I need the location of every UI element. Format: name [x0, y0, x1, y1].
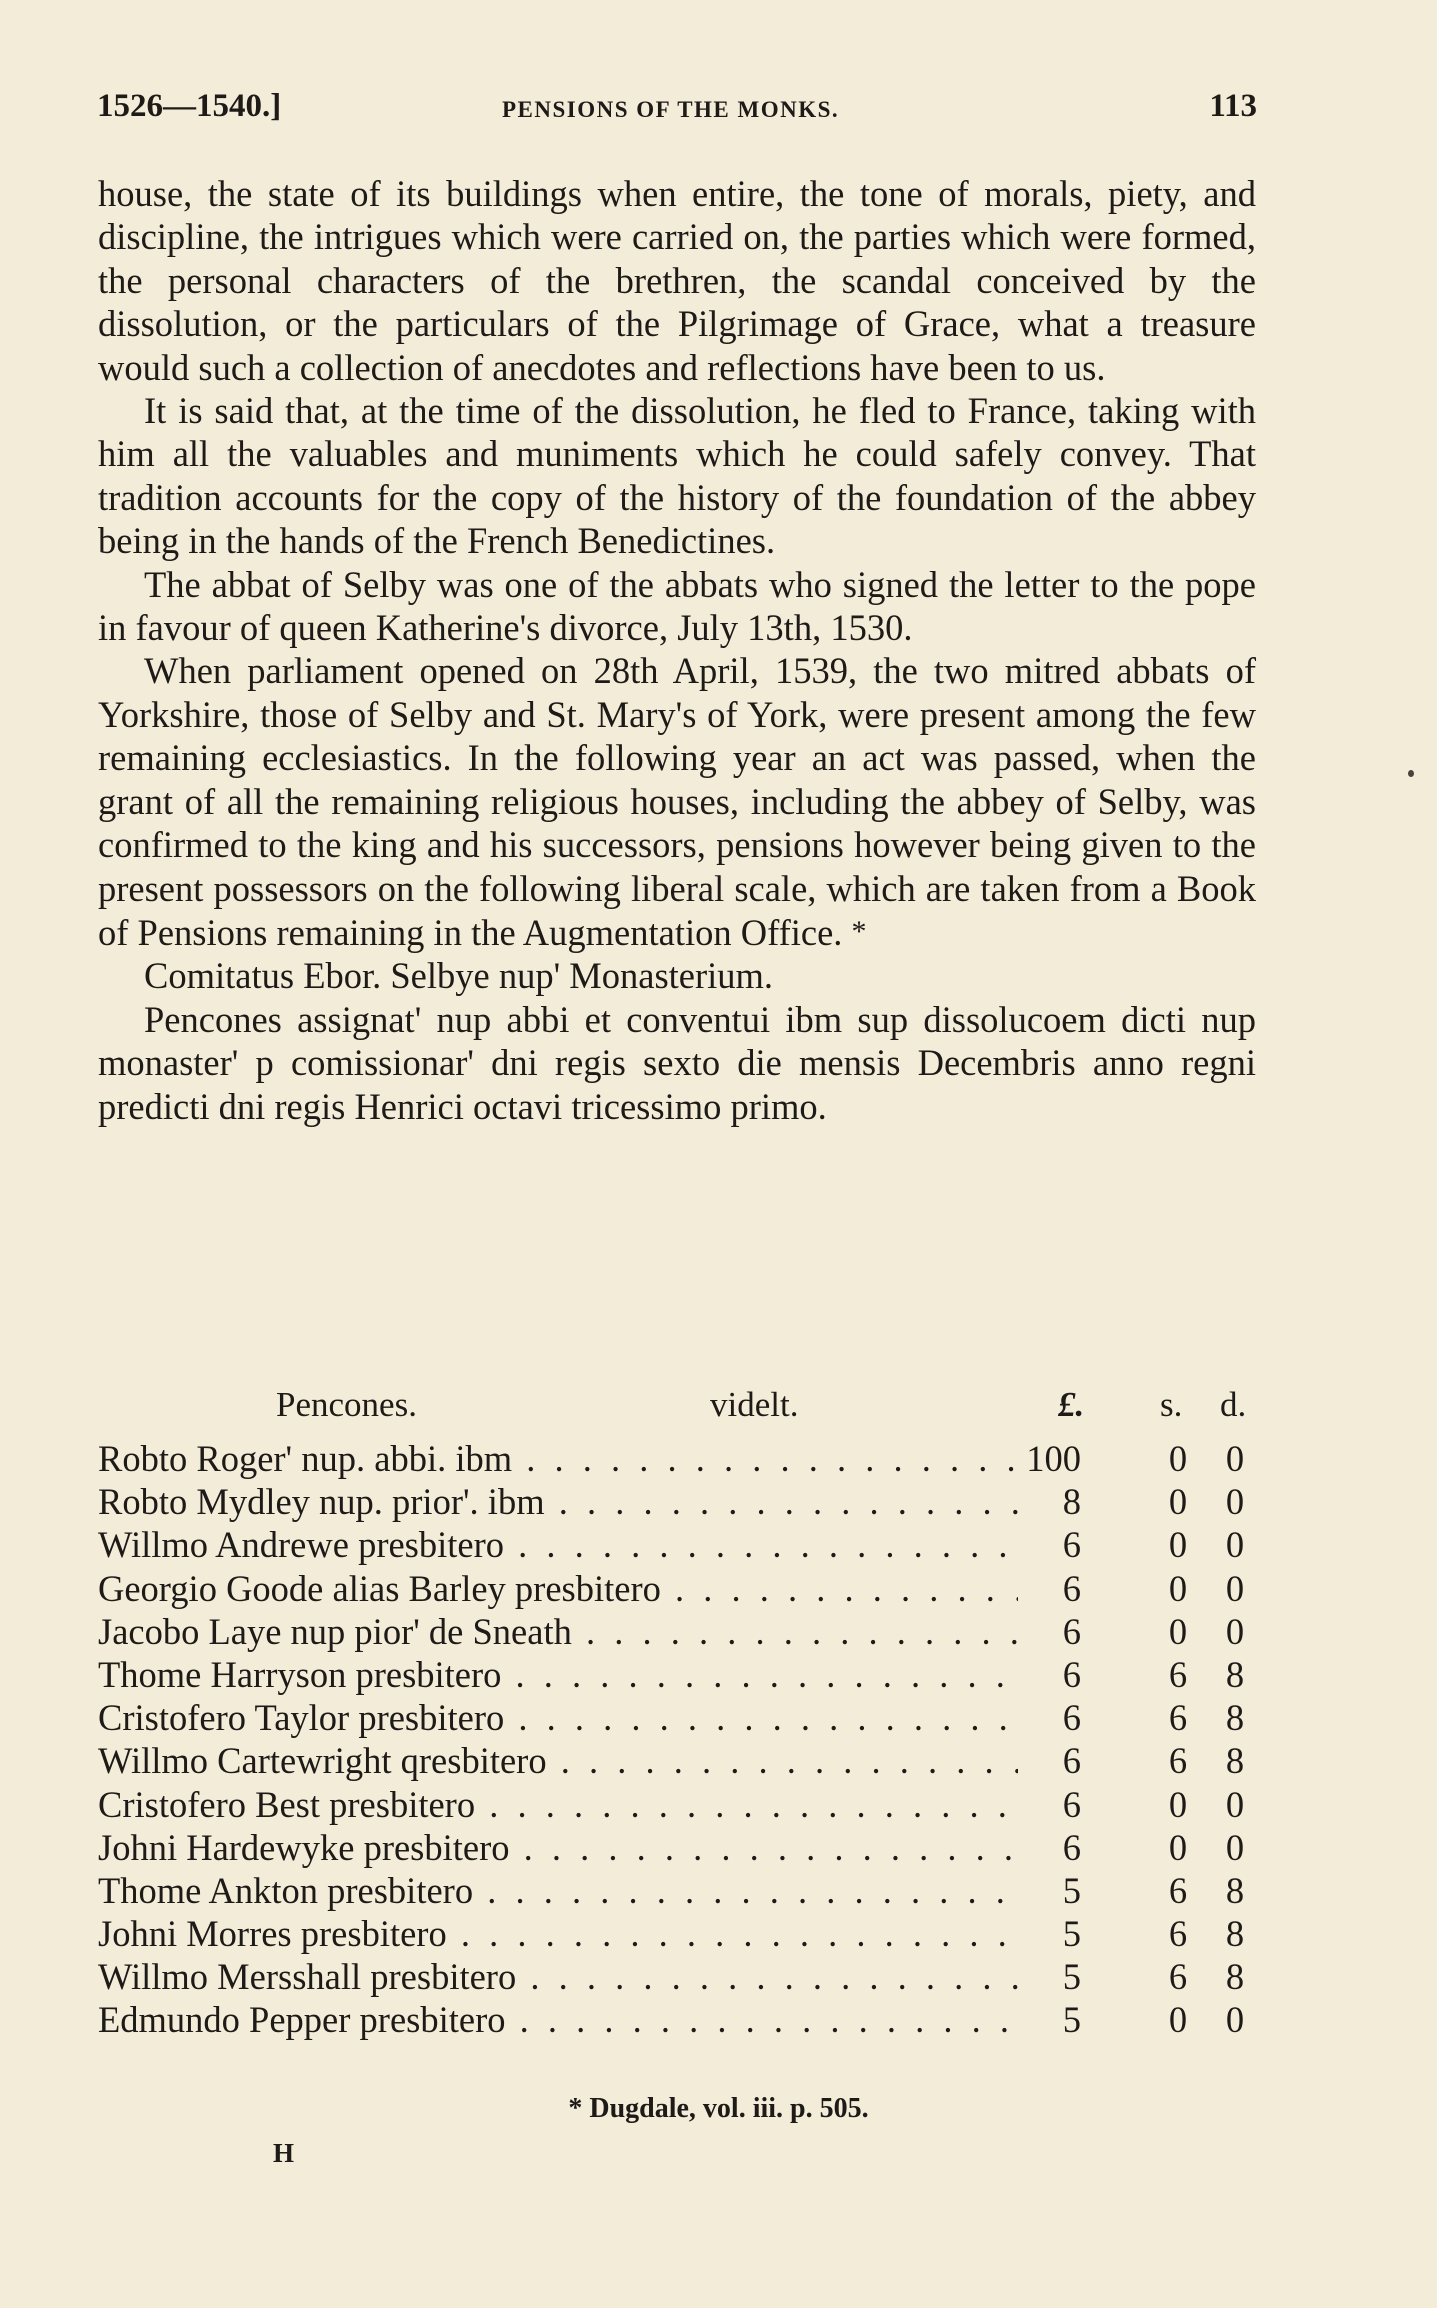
pension-row: [98, 1480, 1258, 1523]
pence-value: 8: [1225, 1913, 1245, 1955]
pounds-value: 6: [1062, 1783, 1081, 1825]
pensioner-name: Thome Ankton presbitero . . .: [98, 1869, 1018, 1912]
shillings-value: 6: [1168, 1697, 1188, 1739]
header-pounds: £.: [1058, 1385, 1085, 1424]
shillings-value: 0: [1168, 1438, 1188, 1479]
pounds-value: 5: [1062, 1956, 1081, 1998]
pension-row: [98, 1869, 1258, 1912]
pension-row: [98, 1783, 1258, 1826]
shillings-value: 0: [1168, 1783, 1188, 1825]
header-videlt: videlt.: [710, 1385, 799, 1424]
pounds-value: 6: [1062, 1740, 1081, 1782]
parliament-text: When parliament opened on 28th April, 1539, the two mitred abbats of Yorkshire, those of Selby and St. Mary's of York, were present among the few remaining ecclesiastics. In the following year an act was passed, when the grant of all the remaining religious houses, including the abbey of Selby, was confirmed to the king and his successors, pensions however being given to the present possessors on the following liberal scale, which are taken from a Book of Pensions remaining in the Augmentation Office.: [98, 650, 1256, 953]
running-head: [97, 88, 1257, 138]
pounds-value: 5: [1062, 1869, 1081, 1911]
pounds-value: 6: [1062, 1524, 1081, 1566]
header-pence: d.: [1220, 1385, 1247, 1424]
pensioner-name: Willmo Cartewright qresbitero . . .: [98, 1739, 1018, 1782]
pounds-value: 6: [1062, 1826, 1081, 1868]
shillings-value: 0: [1168, 1826, 1188, 1868]
shillings-value: 6: [1168, 1740, 1188, 1782]
shillings-value: 6: [1168, 1913, 1188, 1955]
pence-value: 8: [1225, 1956, 1245, 1998]
chapter-title: PENSIONS OF THE MONKS.: [502, 97, 840, 122]
pence-value: 8: [1225, 1697, 1245, 1739]
pounds-value: 5: [1062, 1999, 1081, 2041]
paragraph-flight-to-france: It is said that, at the time of the dissolution, he fled to France, taking with him all the valuables and muniments which he could safely convey. That tradition accounts for the copy of the history of the foundation of the abbey being in the hands of the French Benedictines.: [98, 390, 1256, 562]
body-text: [98, 172, 1256, 1128]
header-shillings: s.: [1160, 1385, 1183, 1424]
pension-row: [98, 1523, 1258, 1566]
paragraph-parliament: [98, 649, 1256, 954]
pension-row: [98, 1653, 1258, 1696]
header-pencones: Pencones.: [276, 1385, 417, 1424]
pence-value: 0: [1225, 1438, 1245, 1479]
shillings-value: 0: [1168, 1567, 1188, 1609]
shillings-value: 6: [1168, 1956, 1188, 1998]
shillings-value: 0: [1168, 1610, 1188, 1652]
shillings-value: 0: [1168, 1524, 1188, 1566]
pensioner-name: Cristofero Taylor presbitero . . .: [98, 1696, 1018, 1739]
pounds-value: 5: [1062, 1913, 1081, 1955]
pensioner-name: Johni Hardewyke presbitero . . .: [98, 1826, 1018, 1869]
pounds-value: 6: [1062, 1567, 1081, 1609]
pension-row: [98, 1826, 1258, 1869]
pension-row: [98, 1610, 1258, 1653]
paragraph-continuation: house, the state of its buildings when entire, the tone of morals, piety, and discipline, the intrigues which were carried on, the parties which were formed, the personal characters of the brethren, the scandal conceived by the dissolution, or the particulars of the Pilgrimage of Grace, what a treasure would such a collection of anecdotes and reflections have been to us.: [98, 173, 1256, 388]
pence-value: 8: [1225, 1869, 1245, 1911]
pounds-value: 8: [1062, 1481, 1081, 1523]
shillings-value: 6: [1168, 1653, 1188, 1695]
pensioner-name: Johni Morres presbitero . . .: [98, 1912, 1018, 1955]
signature-mark: H: [273, 2138, 295, 2168]
pensioner-name: Robto Roger' nup. abbi. ibm . . .: [98, 1437, 1018, 1480]
paragraph-letter-to-pope: The abbat of Selby was one of the abbats who signed the letter to the pope in favour of queen Katherine's divorce, July 13th, 1530.: [98, 563, 1256, 649]
pounds-value: 100: [1026, 1438, 1081, 1479]
pence-value: 0: [1225, 1481, 1245, 1523]
pensioner-name: Edmundo Pepper presbitero . . .: [98, 1998, 1018, 2041]
page-number: 113: [1209, 88, 1257, 124]
pension-table-header: [98, 1385, 1256, 1429]
pensioner-name: Willmo Andrewe presbitero . . .: [98, 1523, 1018, 1566]
paragraph-county-heading: Comitatus Ebor. Selbye nup' Monasterium.: [144, 955, 774, 997]
pension-row: [98, 1437, 1258, 1480]
ink-speck: [1408, 770, 1414, 777]
shillings-value: 0: [1168, 1481, 1188, 1523]
shillings-value: 0: [1168, 1999, 1188, 2041]
pence-value: 8: [1225, 1740, 1245, 1782]
pension-row: [98, 1739, 1258, 1782]
pensioner-name: Thome Harryson presbitero . . .: [98, 1653, 1018, 1696]
pension-row: [98, 1567, 1258, 1610]
pensioner-name: Georgio Goode alias Barley presbitero . . .: [98, 1567, 1018, 1610]
pence-value: 0: [1225, 1610, 1245, 1652]
pension-row: [98, 1955, 1258, 1998]
pounds-value: 6: [1062, 1653, 1081, 1695]
pence-value: 0: [1225, 1783, 1245, 1825]
pensioner-name: Willmo Mersshall presbitero . . .: [98, 1955, 1018, 1998]
pence-value: 0: [1225, 1524, 1245, 1566]
pence-value: 8: [1225, 1653, 1245, 1695]
pension-row: [98, 1696, 1258, 1739]
pensioner-name: Jacobo Laye nup pior' de Sneath . . .: [98, 1610, 1018, 1653]
pounds-value: 6: [1062, 1610, 1081, 1652]
shillings-value: 6: [1168, 1869, 1188, 1911]
pensioner-name: Cristofero Best presbitero . . .: [98, 1783, 1018, 1826]
pence-value: 0: [1225, 1999, 1245, 2041]
pension-list: [98, 1437, 1258, 2042]
paragraph-pension-assignment: Pencones assignat' nup abbi et conventui ibm sup dissolucoem dicti nup monaster' p comissionar' dni regis sexto die mensis Decembris anno regni predicti dni regis Henrici octavi tricessimo primo.: [98, 998, 1256, 1127]
footnote-reference: *: [851, 914, 867, 948]
date-range: 1526—1540.]: [97, 88, 282, 124]
pounds-value: 6: [1062, 1697, 1081, 1739]
footnote: * Dugdale, vol. iii. p. 505.: [568, 2093, 869, 2124]
pension-row: [98, 1912, 1258, 1955]
pensioner-name: Robto Mydley nup. prior'. ibm . . .: [98, 1480, 1018, 1523]
pence-value: 0: [1225, 1567, 1245, 1609]
pence-value: 0: [1225, 1826, 1245, 1868]
pension-row: [98, 1998, 1258, 2041]
